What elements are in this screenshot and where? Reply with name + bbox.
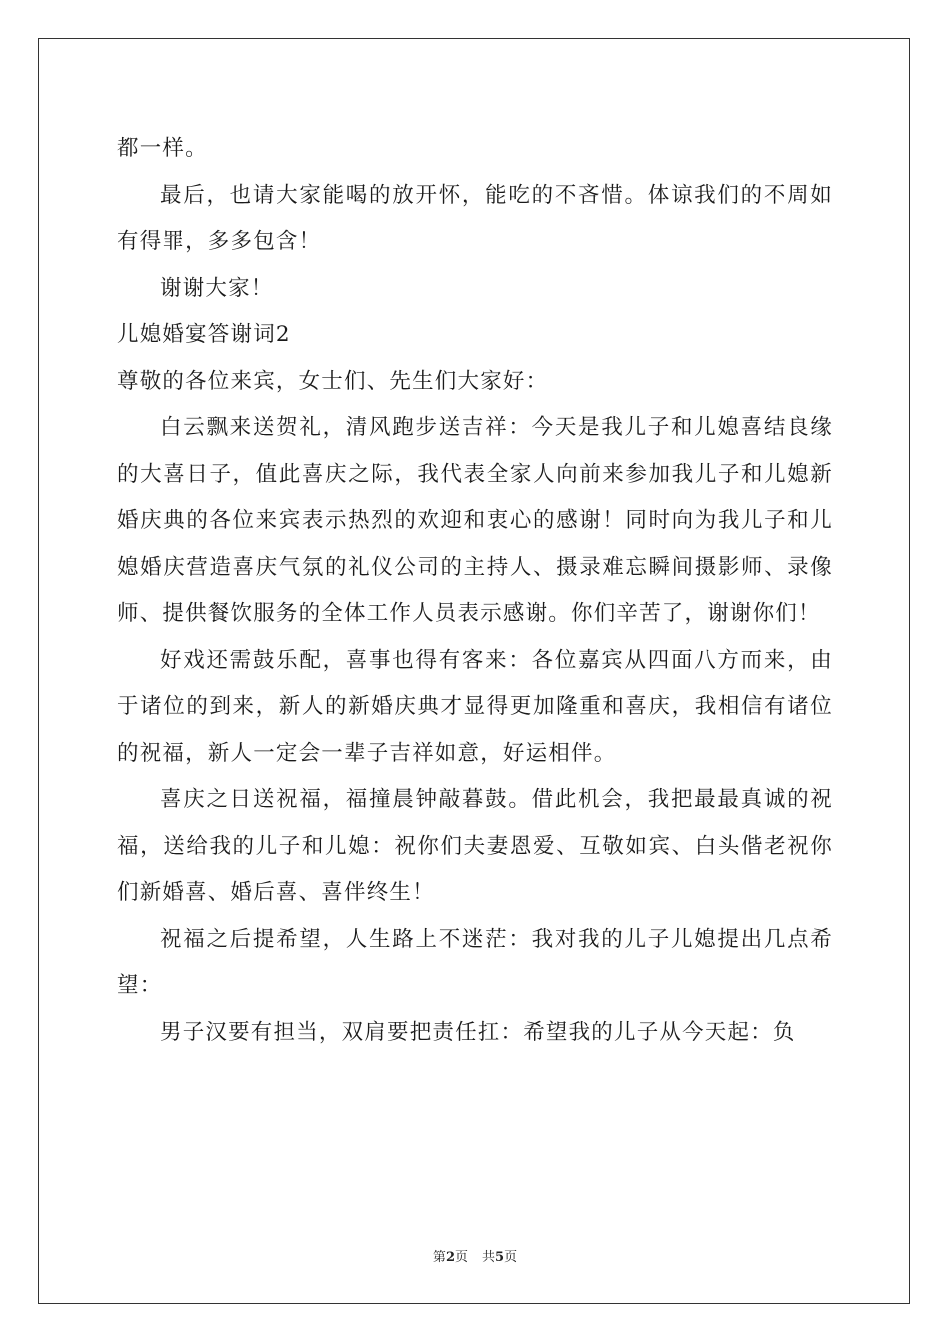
page-number: 2 — [445, 1250, 455, 1265]
total-pages: 5 — [495, 1250, 505, 1265]
document-body — [117, 126, 833, 1056]
salutation: 尊敬的各位来宾，女士们、先生们大家好： — [117, 368, 549, 394]
paragraph-2: 最后，也请大家能喝的放开怀，能吃的不吝惜。体谅我们的不周如有得罪，多多包含！ — [117, 182, 833, 254]
total-prefix: 共 — [482, 1250, 496, 1265]
page-prefix: 第 — [432, 1250, 446, 1265]
paragraph-10: 男子汉要有担当，双肩要把责任扛：希望我的儿子从今天起：负 — [160, 1019, 796, 1045]
paragraph-3: 谢谢大家！ — [160, 275, 274, 301]
page-footer — [0, 1246, 950, 1265]
paragraph-6: 白云飘来送贺礼，清风跑步送吉祥：今天是我儿子和儿媳喜结良缘的大喜日子，值此喜庆之际，我代表全家人向前来参加我儿子和儿媳新婚庆典的各位来宾表示热烈的欢迎和衷心的感谢！同时向为我儿子和儿媳婚庆营造喜庆气氛的礼仪公司的主持人、摄录难忘瞬间摄影师、录像师、提供餐饮服务的全体工作人员表示感谢。你们辛苦了，谢谢你们！ — [117, 415, 833, 626]
section-title: 儿媳婚宴答谢词2 — [117, 322, 291, 347]
page-suffix: 页 — [454, 1250, 468, 1265]
paragraph-7: 好戏还需鼓乐配，喜事也得有客来：各位嘉宾从四面八方而来，由于诸位的到来，新人的新婚庆典才显得更加隆重和喜庆，我相信有诸位的祝福，新人一定会一辈子吉祥如意，好运相伴。 — [117, 647, 833, 766]
paragraph-8: 喜庆之日送祝福，福撞晨钟敲暮鼓。借此机会，我把最最真诚的祝福，送给我的儿子和儿媳：祝你们夫妻恩爱、互敬如宾、白头偕老祝你们新婚喜、婚后喜、喜伴终生！ — [117, 787, 833, 905]
paragraph-1: 都一样。 — [117, 136, 208, 161]
paragraph-9: 祝福之后提希望，人生路上不迷茫：我对我的儿子儿媳提出几点希望： — [117, 926, 833, 998]
total-suffix: 页 — [504, 1250, 518, 1265]
